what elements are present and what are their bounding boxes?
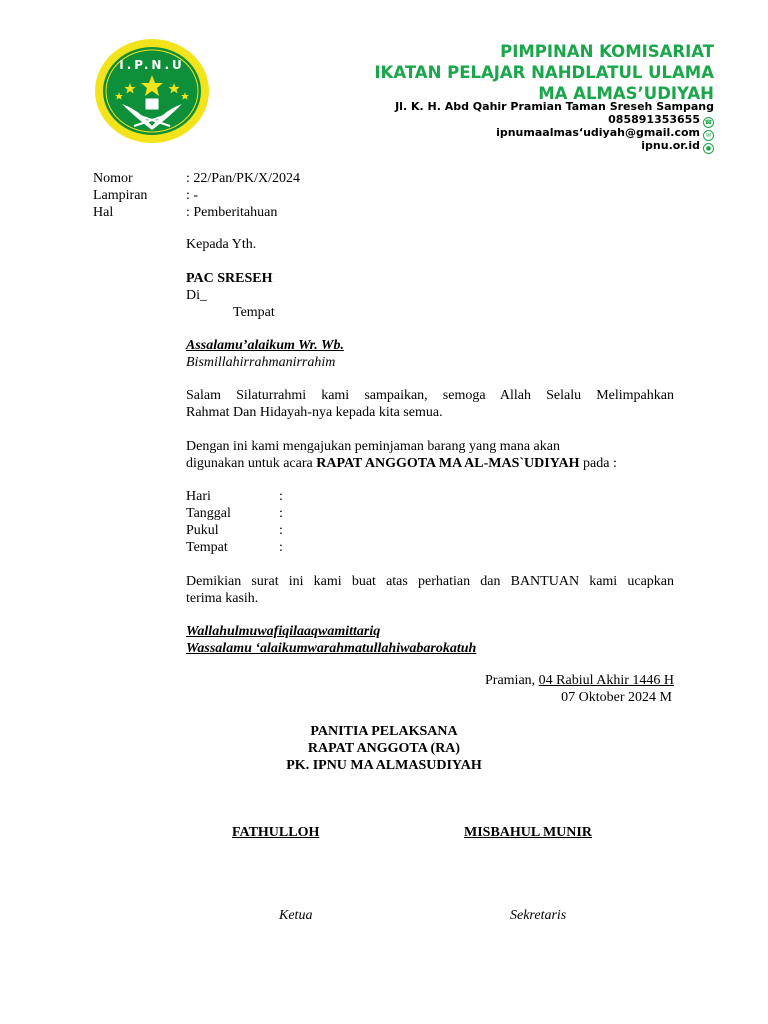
committee-title2: RAPAT ANGGOTA (RA) xyxy=(307,741,461,756)
schedule-tempat-label: Tempat xyxy=(186,540,228,555)
lampiran-label: Lampiran xyxy=(93,188,148,203)
org-website-row xyxy=(641,140,714,154)
hal-label: Hal xyxy=(93,205,114,220)
salam-opening: Assalamu’alaikum Wr. Wb. xyxy=(186,338,344,353)
committee-title1: PANITIA PELAKSANA xyxy=(310,724,458,739)
signatory-left-role: Ketua xyxy=(279,908,313,923)
org-title-line3: MA ALMAS’UDIYAH xyxy=(538,84,714,103)
paragraph1-line2: Rahmat Dan Hidayah-nya kepada kita semua. xyxy=(186,405,443,420)
org-phone: 085891353655 xyxy=(608,113,700,126)
committee-title3: PK. IPNU MA ALMASUDIYAH xyxy=(286,758,482,773)
signatory-right-name: MISBAHUL MUNIR xyxy=(464,825,592,840)
basmalah: Bismillahirrahmanirrahim xyxy=(186,355,336,370)
nomor-value: : 22/Pan/PK/X/2024 xyxy=(186,171,300,186)
phone-icon: ☎ xyxy=(704,119,713,126)
hal-value: : Pemberitahuan xyxy=(186,205,278,220)
signatory-left-name: FATHULLOH xyxy=(232,825,320,840)
ipnu-logo xyxy=(94,38,210,144)
schedule-tempat-sep: : xyxy=(279,540,283,555)
date-masehi: 07 Oktober 2024 M xyxy=(561,690,672,705)
date-hijri-value: 04 Rabiul Akhir 1446 H xyxy=(538,673,674,688)
recipient-di: Di_ xyxy=(186,288,207,303)
org-website: ipnu.or.id xyxy=(641,139,700,152)
closing-line2: Wassalamu ‘alaikumwarahmatullahiwabarokatuh xyxy=(186,641,477,656)
globe-icon: ● xyxy=(703,143,714,154)
schedule-pukul-sep: : xyxy=(279,523,283,538)
schedule-hari-sep: : xyxy=(279,489,283,504)
nomor-label: Nomor xyxy=(93,171,133,186)
recipient-tempat: Tempat xyxy=(233,305,275,320)
lampiran-value: : - xyxy=(186,188,199,203)
schedule-tanggal-label: Tanggal xyxy=(186,506,231,521)
closing-line1: Wallahulmuwafiqilaaqwamittariq xyxy=(186,624,381,639)
event-name: RAPAT ANGGOTA MA AL-MAS`UDIYAH xyxy=(316,456,580,471)
mail-icon: ✉ xyxy=(703,130,714,141)
signatory-right-role: Sekretaris xyxy=(510,908,567,923)
paragraph2-line1: Dengan ini kami mengajukan peminjaman barang yang mana akan xyxy=(186,439,560,454)
paragraph3-line1: Demikian surat ini kami buat atas perhatian dan BANTUAN kami ucapkan xyxy=(186,574,674,589)
paragraph1-line1: Salam Silaturrahmi kami sampaikan, semoga Allah Selalu Melimpahkan xyxy=(186,388,674,403)
org-title-line1: PIMPINAN KOMISARIAT xyxy=(500,42,714,61)
date-place: Pramian, xyxy=(485,673,539,688)
paragraph2-line2 xyxy=(186,455,617,472)
kepada-yth: Kepada Yth. xyxy=(186,237,257,252)
paragraph2-post: pada : xyxy=(579,456,617,471)
org-email: ipnumaalmas‘udiyah@gmail.com xyxy=(496,126,700,139)
schedule-hari-label: Hari xyxy=(186,489,211,504)
schedule-pukul-label: Pukul xyxy=(186,523,219,538)
recipient-name: PAC SRESEH xyxy=(186,271,273,286)
org-address: Jl. K. H. Abd Qahir Pramian Taman Sreseh Sampang xyxy=(395,100,714,113)
schedule-tanggal-sep: : xyxy=(279,506,283,521)
date-hijri xyxy=(485,672,674,689)
paragraph2-pre: digunakan untuk acara xyxy=(186,456,317,471)
org-title-line2: IKATAN PELAJAR NAHDLATUL ULAMA xyxy=(374,63,714,82)
paragraph3-line2: terima kasih. xyxy=(186,591,259,606)
svg-text:I.P.N.U: I.P.N.U xyxy=(119,58,185,72)
